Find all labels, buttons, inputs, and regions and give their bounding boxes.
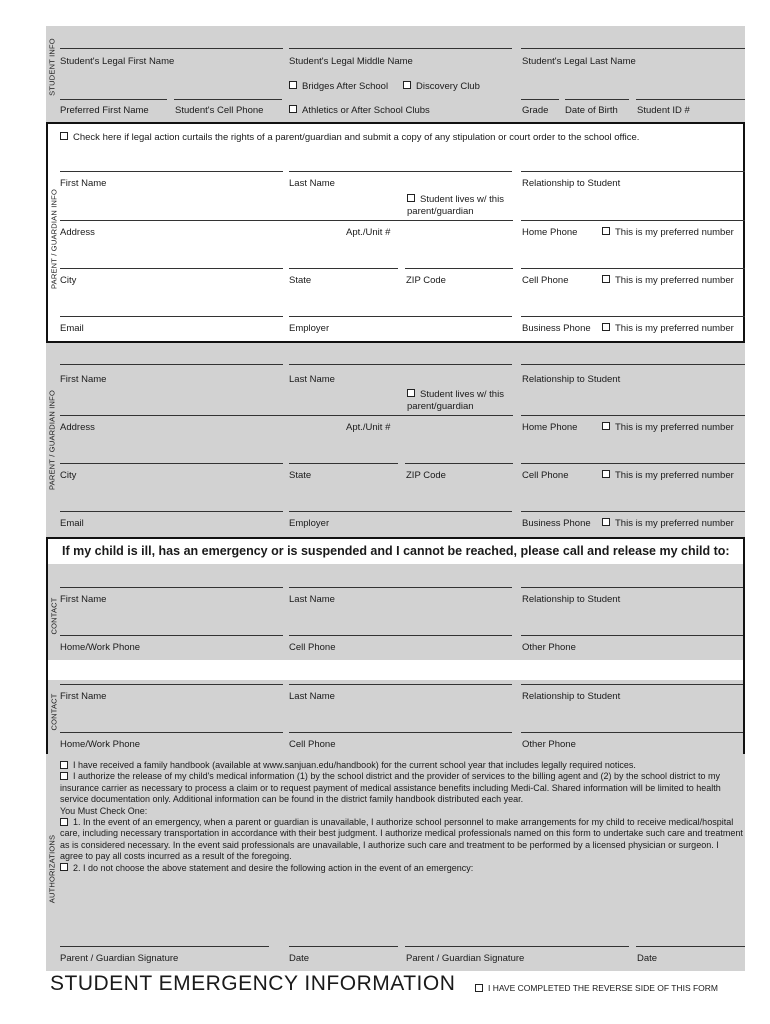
contact-1-other-phone-label: Other Phone: [522, 642, 576, 653]
guardian-2-email-label: Email: [60, 518, 84, 529]
contacts-section: [46, 537, 745, 778]
guardian-2-city-label: City: [60, 470, 77, 481]
guardian-1-relationship-label: Relationship to Student: [522, 178, 621, 189]
contact-2-relationship-label: Relationship to Student: [522, 691, 621, 702]
contacts-divider: [48, 660, 743, 680]
guardian-2-zip-label: ZIP Code: [406, 470, 446, 481]
discovery-club-option[interactable]: Discovery Club: [403, 81, 480, 93]
student-middle-name-label: Student's Legal Middle Name: [289, 56, 413, 67]
checkbox-icon[interactable]: [60, 863, 68, 871]
checkbox-icon[interactable]: [475, 984, 483, 992]
contact-2-tab: CONTACT: [49, 693, 59, 731]
athletics-option[interactable]: Athletics or After School Clubs: [289, 105, 430, 117]
guardian-2-section: [46, 343, 745, 537]
guardian-2-cell-preferred-checkbox[interactable]: This is my preferred number: [602, 470, 734, 482]
emergency-form: [46, 26, 745, 971]
signature-1-label: Parent / Guardian Signature: [60, 953, 179, 964]
if-ill-notice: If my child is ill, has an emergency or is suspended and I cannot be reached, please call and release my child to:: [62, 544, 730, 558]
guardian-2-lives-with-label-2: parent/guardian: [407, 401, 474, 412]
date-2-label: Date: [637, 953, 658, 964]
guardian-2-home-preferred-checkbox[interactable]: This is my preferred number: [602, 422, 734, 434]
guardian-2-relationship-label: Relationship to Student: [522, 374, 621, 385]
contact-2-first-name-label: First Name: [60, 691, 107, 702]
contact-2-home-work-phone-label: Home/Work Phone: [60, 739, 141, 750]
contact-2-cell-phone-label: Cell Phone: [289, 739, 336, 750]
contact-1-home-work-phone-label: Home/Work Phone: [60, 642, 141, 653]
checkbox-icon[interactable]: [602, 323, 610, 331]
contact-2-other-phone-label: Other Phone: [522, 739, 576, 750]
contact-1-relationship-label: Relationship to Student: [522, 594, 621, 605]
student-first-name-label: Student's Legal First Name: [60, 56, 175, 67]
signature-2-label: Parent / Guardian Signature: [406, 953, 525, 964]
dob-label: Date of Birth: [565, 105, 618, 116]
guardian-1-lives-with-checkbox[interactable]: Student lives w/ this: [407, 194, 504, 206]
contact-2-last-name-label: Last Name: [289, 691, 335, 702]
guardian-1-cell-phone-label: Cell Phone: [522, 275, 569, 286]
guardian-2-first-name-label: First Name: [60, 374, 107, 385]
guardian-1-first-name-label: First Name: [60, 178, 107, 189]
checkbox-icon[interactable]: [60, 132, 68, 140]
checkbox-icon[interactable]: [602, 227, 610, 235]
guardian-2-state-label: State: [289, 470, 312, 481]
guardian-2-home-phone-label: Home Phone: [522, 422, 578, 433]
guardian-1-business-preferred-checkbox[interactable]: This is my preferred number: [602, 323, 734, 335]
must-check-one: You Must Check One:: [60, 805, 148, 816]
checkbox-icon[interactable]: [60, 818, 68, 826]
reverse-side-checkbox[interactable]: I HAVE COMPLETED THE REVERSE SIDE OF THIS FORM: [475, 983, 718, 993]
guardian-1-email-label: Email: [60, 323, 84, 334]
checkbox-icon[interactable]: [403, 81, 411, 89]
contact-1-tab: CONTACT: [49, 597, 59, 635]
form-title: STUDENT EMERGENCY INFORMATION: [50, 972, 456, 995]
guardian-1-city-label: City: [60, 275, 77, 286]
contact-1-first-name-label: First Name: [60, 594, 107, 605]
emergency-option-1[interactable]: 1. In the event of an emergency, when a parent or guardian is unavailable, I authorize school personnel to make arrangements for my child to receive medical/hospital care, including necessary transportation in accordance with their best judgment. I authorize medical professionals named on this form to undertake such care and treatment as is considered necessary. In the event said professionals are unavailable, I authorize such care and treatment to be performed by a licensed physician or surgeon. I agree to pay all costs incurred as a result of the foregoing.: [60, 817, 743, 862]
guardian-1-zip-label: ZIP Code: [406, 275, 446, 286]
guardian-1-section: [46, 122, 745, 343]
guardian-1-cell-preferred-checkbox[interactable]: This is my preferred number: [602, 275, 734, 287]
checkbox-icon[interactable]: [602, 422, 610, 430]
medical-release-authorization[interactable]: I authorize the release of my child's medical information (1) by the school district and the provider of services to the billing agent and (2) by the school district to my insurance carrier as necessary to process a claim or to request payment of medical assistance benefits including Medi-Cal. Shared information will be limited to health service documentation only. Additional information can be found in the district family handbook distributed each year.: [60, 771, 721, 805]
checkbox-icon[interactable]: [289, 81, 297, 89]
guardian-1-lives-with-label-2: parent/guardian: [407, 206, 474, 217]
emergency-option-2[interactable]: 2. I do not choose the above statement and desire the following action in the event of an emergency:: [60, 863, 744, 874]
guardian-1-last-name-label: Last Name: [289, 178, 335, 189]
student-last-name-label: Student's Legal Last Name: [522, 56, 636, 67]
guardian-2-lives-with-checkbox[interactable]: Student lives w/ this: [407, 389, 504, 401]
guardian-2-business-phone-label: Business Phone: [522, 518, 591, 529]
guardian-1-business-phone-label: Business Phone: [522, 323, 591, 334]
guardian-2-business-preferred-checkbox[interactable]: This is my preferred number: [602, 518, 734, 530]
guardian-2-address-label: Address: [60, 422, 95, 433]
guardian-1-state-label: State: [289, 275, 312, 286]
checkbox-icon[interactable]: [407, 389, 415, 397]
student-id-label: Student ID #: [637, 105, 690, 116]
checkbox-icon[interactable]: [60, 772, 68, 780]
guardian-1-home-preferred-checkbox[interactable]: This is my preferred number: [602, 227, 734, 239]
student-info-tab: STUDENT INFO: [47, 38, 57, 96]
authorizations-tab: AUTHORIZATIONS: [47, 834, 57, 904]
guardian-1-employer-label: Employer: [289, 323, 330, 334]
guardian-1-apt-label: Apt./Unit #: [346, 227, 391, 238]
guardian-1-address-label: Address: [60, 227, 95, 238]
checkbox-icon[interactable]: [60, 761, 68, 769]
bridges-after-school-option[interactable]: Bridges After School: [289, 81, 388, 93]
guardian-1-tab: PARENT / GUARDIAN INFO: [49, 189, 59, 289]
student-info-section: [46, 26, 745, 122]
guardian-2-employer-label: Employer: [289, 518, 330, 529]
guardian-2-tab: PARENT / GUARDIAN INFO: [47, 390, 57, 490]
date-1-label: Date: [289, 953, 310, 964]
checkbox-icon[interactable]: [602, 470, 610, 478]
handbook-acknowledgement[interactable]: I have received a family handbook (available at www.sanjuan.edu/handbook) for the current school year that includes legally required notices.: [60, 760, 744, 771]
guardian-2-last-name-label: Last Name: [289, 374, 335, 385]
student-cell-phone-label: Student's Cell Phone: [175, 105, 264, 116]
contact-1-last-name-label: Last Name: [289, 594, 335, 605]
checkbox-icon[interactable]: [602, 518, 610, 526]
checkbox-icon[interactable]: [289, 105, 297, 113]
authorizations-text: [60, 760, 744, 874]
checkbox-icon[interactable]: [407, 194, 415, 202]
checkbox-icon[interactable]: [602, 275, 610, 283]
guardian-2-apt-label: Apt./Unit #: [346, 422, 391, 433]
legal-notice-checkbox[interactable]: Check here if legal action curtails the rights of a parent/guardian and submit a copy of any stipulation or court order to the school office.: [60, 132, 639, 144]
authorizations-section: [46, 754, 745, 971]
guardian-1-home-phone-label: Home Phone: [522, 227, 578, 238]
guardian-2-cell-phone-label: Cell Phone: [522, 470, 569, 481]
contact-1-cell-phone-label: Cell Phone: [289, 642, 336, 653]
grade-label: Grade: [522, 105, 549, 116]
preferred-name-label: Preferred First Name: [60, 105, 149, 116]
